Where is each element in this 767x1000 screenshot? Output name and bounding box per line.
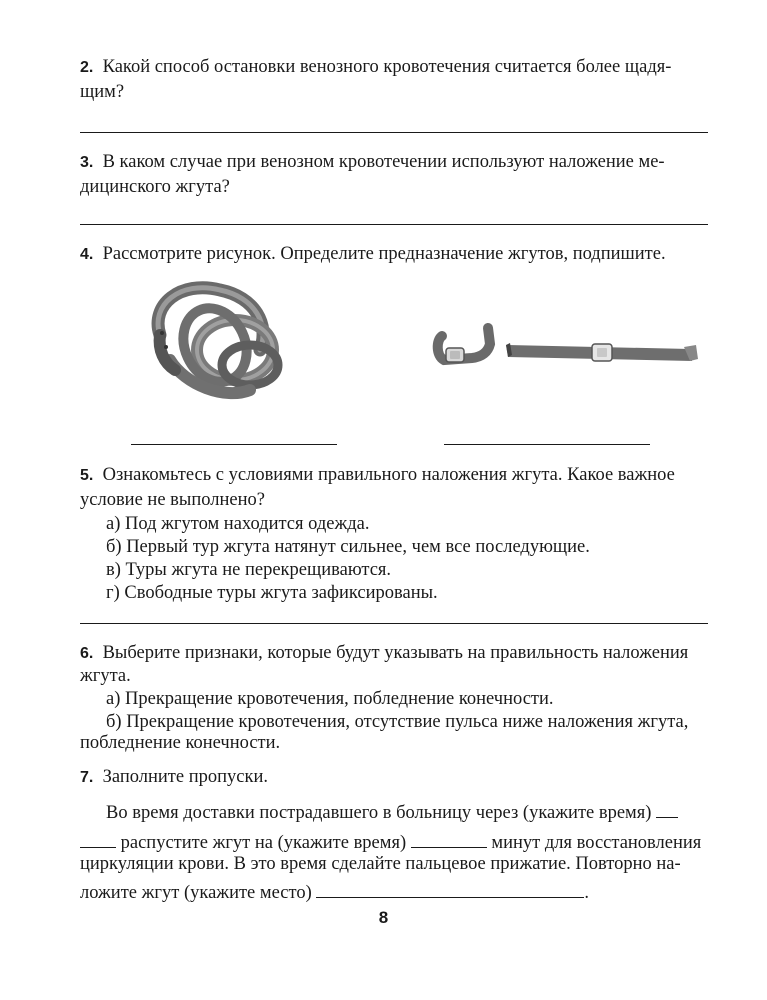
question-5-continued: условие не выполнено? <box>80 490 265 510</box>
buckle-tourniquet-small-image <box>432 322 498 370</box>
question-2-continued: щим? <box>80 82 125 102</box>
question-text: Рассмотрите рисунок. Определите предназначение жгутов, подпишите. <box>102 244 666 264</box>
option-b-continued: побледнение конечности. <box>80 733 281 753</box>
question-3 <box>80 150 708 175</box>
question-7 <box>80 765 708 790</box>
blank-time-1-continued[interactable] <box>80 828 116 848</box>
answer-line[interactable] <box>80 623 708 624</box>
fill-in-line-4 <box>80 878 710 906</box>
option-b: б) Первый тур жгута натянут сильнее, чем все последующие. <box>106 537 590 557</box>
fill-in-text: распустите жгут на (укажите время) <box>120 833 407 853</box>
question-number: 4. <box>80 246 94 263</box>
label-line-left[interactable] <box>131 444 337 445</box>
fill-in-text: минут для восстановления <box>491 833 702 853</box>
fill-in-text: Во время доставки пострадавшего в больницу через (укажите время) <box>106 803 652 823</box>
question-3-continued: дицинского жгута? <box>80 177 230 197</box>
fill-in-end: . <box>584 883 589 903</box>
question-text: Ознакомьтесь с условиями правильного наложения жгута. Какое важное <box>102 465 675 485</box>
blank-time-1[interactable] <box>656 798 678 818</box>
question-number: 7. <box>80 769 94 786</box>
question-text: В каком случае при венозном кровотечении используют наложение ме- <box>102 152 665 172</box>
question-number: 2. <box>80 59 94 76</box>
question-text: Какой способ остановки венозного кровотечения считается более щадя- <box>102 57 672 77</box>
coiled-tourniquet-image <box>140 275 300 405</box>
question-2 <box>80 55 708 80</box>
question-4 <box>80 242 708 267</box>
question-number: 5. <box>80 467 94 484</box>
fill-in-line-3: циркуляции крови. В это время сделайте пальцевое прижатие. Повторно на- <box>80 854 681 874</box>
page-number: 8 <box>378 908 389 927</box>
buckle-tourniquet-long-image <box>500 337 700 371</box>
label-line-right[interactable] <box>444 444 650 445</box>
answer-line[interactable] <box>80 224 708 225</box>
question-5 <box>80 463 708 488</box>
question-6 <box>80 641 708 666</box>
fill-in-text: ложите жгут (укажите место) <box>80 883 312 903</box>
option-d: г) Свободные туры жгута зафиксированы. <box>106 583 438 603</box>
option-a: а) Под жгутом находится одежда. <box>106 514 370 534</box>
option-b: б) Прекращение кровотечения, отсутствие пульса ниже наложения жгута, <box>106 712 689 732</box>
option-a: а) Прекращение кровотечения, побледнение конечности. <box>106 689 554 709</box>
fill-in-line-1 <box>106 798 711 826</box>
option-c: в) Туры жгута не перекрещиваются. <box>106 560 392 580</box>
blank-place[interactable] <box>316 878 584 898</box>
question-6-continued: жгута. <box>80 666 131 686</box>
question-text: Выберите признаки, которые будут указывать на правильность наложения <box>102 643 689 663</box>
question-number: 3. <box>80 154 94 171</box>
answer-line[interactable] <box>80 132 708 133</box>
question-text: Заполните пропуски. <box>102 767 268 787</box>
blank-duration[interactable] <box>411 828 487 848</box>
question-number: 6. <box>80 645 94 662</box>
